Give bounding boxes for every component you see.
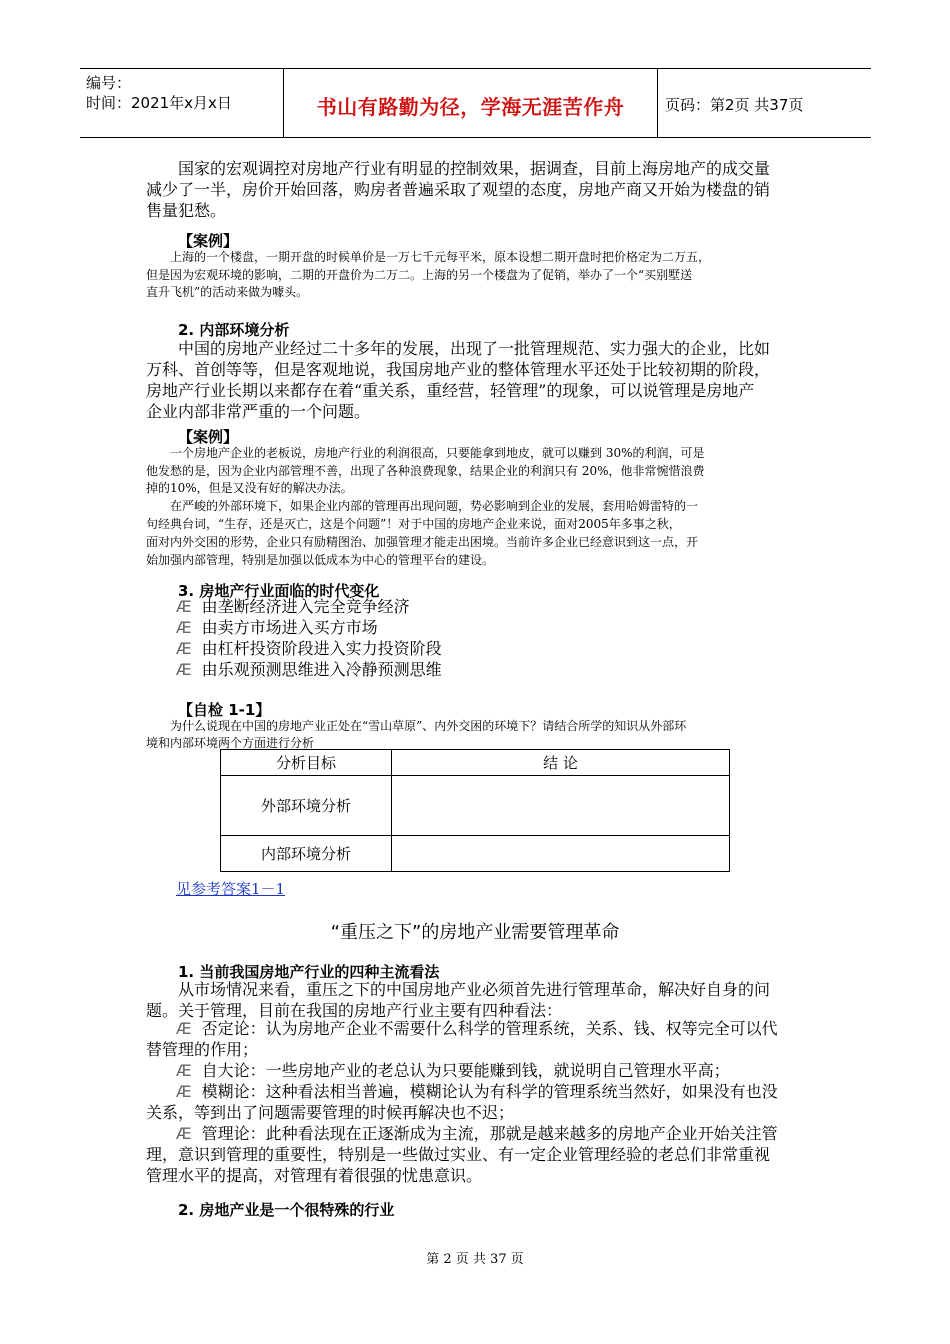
table-header-cell: 分析目标 [221, 750, 392, 776]
section-heading: 2. 内部环境分析 [178, 321, 290, 339]
header-page-info: 页码：第2页 共37页 [665, 96, 804, 114]
case-text-line: 始加强内部管理，特别是加强以低成本为中心的管理平台的建设。 [146, 553, 495, 567]
intro-line: 售量犯愁。 [146, 201, 227, 220]
case-text-line: 但是因为宏观环境的影响，二期的开盘价为二万二。上海的另一个楼盘为了促销，举办了一个“买别墅送 [146, 268, 693, 282]
list-item: Æ 自大论：一些房地产业的老总认为只要能赚到钱，就说明自己管理水平高； [176, 1061, 730, 1080]
list-item: Æ 由杠杆投资阶段进入实力投资阶段 [176, 639, 442, 658]
case-text-line: 掉的10%，但是又没有好的解决办法。 [146, 481, 353, 495]
section-heading: 2. 房地产业是一个很特殊的行业 [178, 1201, 395, 1219]
analysis-table [220, 749, 730, 872]
section-text-line: 中国的房地产业经过二十多年的发展，出现了一批管理规范、实力强大的企业，比如 [178, 339, 771, 358]
list-item: Æ 由垄断经济进入完全竞争经济 [176, 597, 410, 616]
list-item: Æ 模糊论：这种看法相当普遍，模糊论认为有科学的管理系统当然好，如果没有也没 [176, 1082, 778, 1101]
document-date: 时间：2021年x月x日 [86, 94, 232, 112]
bullet-icon: Æ [176, 1124, 192, 1143]
case-label: 【案例】 [178, 428, 239, 446]
case-text-line: 一个房地产企业的老板说，房地产行业的利润很高，只要能拿到地皮，就可以赚到 30%的利润，可是 [170, 446, 705, 460]
list-item-continuation: 关系，等到出了问题需要管理的时候再解决也不迟； [146, 1103, 515, 1122]
case-text-line: 面对内外交困的形势，企业只有励精图治、加强管理才能走出困境。当前许多企业已经意识到这一点，开 [146, 535, 699, 549]
bullet-icon: Æ [176, 1019, 192, 1038]
list-item: Æ 由乐观预测思维进入冷静预测思维 [176, 660, 442, 679]
selfcheck-question-line: 为什么说现在中国的房地产业正处在“雪山草原”、内外交困的环境下？请结合所学的知识从外部环 [170, 719, 687, 733]
bullet-icon: Æ [176, 1082, 192, 1101]
header-motto: 书山有路勤为径，学海无涯苦作舟 [316, 95, 625, 119]
intro-line: 国家的宏观调控对房地产行业有明显的控制效果，据调查，目前上海房地产的成交量 [178, 159, 771, 178]
answer-cell[interactable] [392, 776, 730, 836]
list-item: Æ 管理论：此种看法现在正逐渐成为主流，那就是越来越多的房地产企业开始关注管 [176, 1124, 778, 1143]
table-cell: 外部环境分析 [221, 776, 392, 836]
bullet-icon: Æ [176, 1061, 192, 1080]
list-item: Æ 由卖方市场进入买方市场 [176, 618, 378, 637]
bullet-icon: Æ [176, 618, 192, 637]
case-text-line: 在严峻的外部环境下，如果企业内部的管理再出现问题，势必影响到企业的发展，套用哈姆雷特的一 [170, 499, 699, 513]
case-label: 【案例】 [178, 232, 239, 250]
header-meta [86, 73, 232, 113]
list-item-continuation: 管理水平的提高，对管理有着很强的忧患意识。 [146, 1166, 483, 1185]
section-text-line: 房地产行业长期以来都存在着“重关系，重经营，轻管理”的现象，可以说管理是房地产 [146, 381, 755, 400]
list-item: Æ 否定论：认为房地产企业不需要什么科学的管理系统，关系、钱、权等完全可以代 [176, 1019, 778, 1038]
bullet-icon: Æ [176, 660, 192, 679]
table-row [221, 836, 730, 872]
answer-reference-link[interactable]: 见参考答案1－1 [176, 880, 286, 898]
bullet-icon: Æ [176, 639, 192, 658]
section-heading: 3. 房地产行业面临的时代变化 [178, 582, 380, 600]
section-text-line: 从市场情况来看，重压之下的中国房地产业必须首先进行管理革命，解决好自身的问 [178, 980, 771, 999]
section-text-line: 题。关于管理，目前在我国的房地产行业主要有四种看法： [146, 1001, 563, 1020]
document-number-label: 编号： [86, 74, 132, 92]
page-header [80, 68, 871, 138]
list-item-continuation: 理，意识到管理的重要性，特别是一些做过实业、有一定企业管理经验的老总们非常重视 [146, 1145, 771, 1164]
page-footer: 第 2 页 共 37 页 [426, 1252, 524, 1267]
section-title: “重压之下”的房地产业需要管理革命 [330, 922, 620, 943]
section-heading: 1. 当前我国房地产行业的四种主流看法 [178, 963, 440, 981]
case-text-line: 他发愁的是，因为企业内部管理不善，出现了各种浪费现象，结果企业的利润只有 20%，他非常惋惜浪费 [146, 464, 705, 478]
list-item-continuation: 替管理的作用； [146, 1040, 259, 1059]
case-text-line: 直升飞机”的活动来做为噱头。 [146, 285, 309, 299]
case-text-line: 上海的一个楼盘，一期开盘的时候单价是一万七千元每平米，原本设想二期开盘时把价格定为二万五， [170, 250, 711, 264]
section-text-line: 万科、首创等等，但是客观地说，我国房地产业的整体管理水平还处于比较初期的阶段， [146, 360, 771, 379]
table-cell: 内部环境分析 [221, 836, 392, 872]
bullet-icon: Æ [176, 597, 192, 616]
case-text-line: 句经典台词，“生存，还是灭亡，这是个问题”！对于中国的房地产企业来说，面对2005年多事之秋， [146, 517, 681, 531]
header-divider [657, 69, 658, 137]
table-header-row [221, 750, 730, 776]
table-row [221, 776, 730, 836]
selfcheck-label: 【自检 1-1】 [178, 701, 271, 719]
selfcheck-question-line: 境和内部环境两个方面进行分析 [146, 736, 315, 750]
intro-line: 减少了一半，房价开始回落，购房者普遍采取了观望的态度，房地产商又开始为楼盘的销 [146, 180, 771, 199]
section-text-line: 企业内部非常严重的一个问题。 [146, 402, 371, 421]
table-header-cell: 结 论 [392, 750, 730, 776]
answer-cell[interactable] [392, 836, 730, 872]
